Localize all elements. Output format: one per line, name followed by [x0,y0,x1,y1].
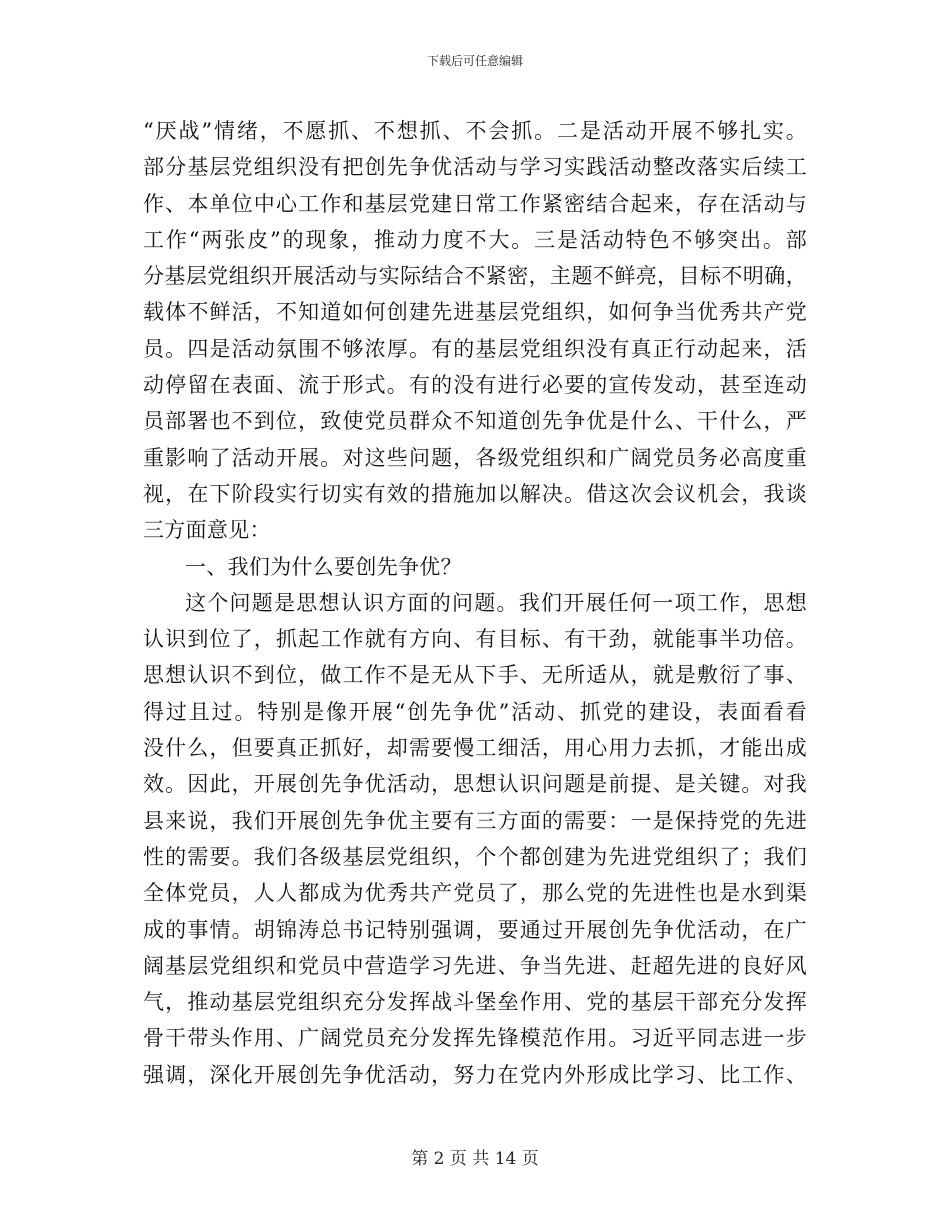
text-line: 部分基层党组织没有把创先争优活动与学习实践活动整改落实后续工 [143,155,807,180]
text-line: “厌战”情绪，不愿抓、不想抓、不会抓。二是活动开展不够扎实。 [143,119,807,143]
text-line: 作、本单位中心工作和基层党建日常工作紧密结合起来，存在活动与 [143,191,807,216]
text-line: 重影响了活动开展。对这些问题，各级党组织和广阔党员务必高度重 [143,445,807,470]
text-line: 一、我们为什么要创先争优？ [185,554,462,579]
text-line: 没什么，但要真正抓好，却需要慢工细活，用心用力去抓，才能出成 [143,736,807,761]
text-line: 视，在下阶段实行切实有效的措施加以解决。借这次会议机会，我谈 [143,481,807,506]
text-line: 思想认识不到位，做工作不是无从下手、无所适从，就是敷衍了事、 [143,663,807,688]
page-footer: 第 2 页 共 14 页 [411,1149,539,1169]
text-line: 三方面意见： [143,518,271,543]
text-line: 阔基层党组织和党员中营造学习先进、争当先进、赶超先进的良好风 [143,953,807,978]
text-line: 动停留在表面、流于形式。有的没有进行必要的宣传发动，甚至连动 [143,373,807,398]
text-line: 载体不鲜活，不知道如何创建先进基层党组织，如何争当优秀共产党 [143,300,807,325]
text-line: 强调，深化开展创先争优活动，努力在党内外形成比学习、比工作、 [143,1062,807,1087]
text-line: 全体党员，人人都成为优秀共产党员了，那么党的先进性也是水到渠 [143,881,807,906]
text-line: 员部署也不到位，致使党员群众不知道创先争优是什么、干什么，严 [143,409,807,434]
text-line: 得过且过。特别是像开展“创先争优”活动、抓党的建设，表面看看 [143,699,807,724]
text-line: 这个问题是思想认识方面的问题。我们开展任何一项工作，思想 [185,590,807,615]
text-line: 效。因此，开展创先争优活动，思想认识问题是前提、是关键。对我 [143,772,807,797]
text-line: 成的事情。胡锦涛总书记特别强调，要通过开展创先争优活动，在广 [143,917,807,942]
text-line: 性的需要。我们各级基层党组织，个个都创建为先进党组织了；我们 [143,844,807,869]
text-line: 分基层党组织开展活动与实际结合不紧密，主题不鲜亮，目标不明确， [143,264,807,289]
text-line: 员。四是活动氛围不够浓厚。有的基层党组织没有真正行动起来，活 [143,336,807,361]
document-body [143,113,807,1093]
page-header: 下载后可任意编辑 [426,54,523,68]
text-line: 工作“两张皮”的现象，推动力度不大。三是活动特色不够突出。部 [143,227,807,252]
text-line: 县来说，我们开展创先争优主要有三方面的需要：一是保持党的先进 [143,808,807,833]
text-line: 骨干带头作用、广阔党员充分发挥先锋模范作用。习近平同志进一步 [143,1026,807,1051]
text-line: 气，推动基层党组织充分发挥战斗堡垒作用、党的基层干部充分发挥 [143,990,807,1015]
text-line: 认识到位了，抓起工作就有方向、有目标、有干劲，就能事半功倍。 [143,627,807,652]
